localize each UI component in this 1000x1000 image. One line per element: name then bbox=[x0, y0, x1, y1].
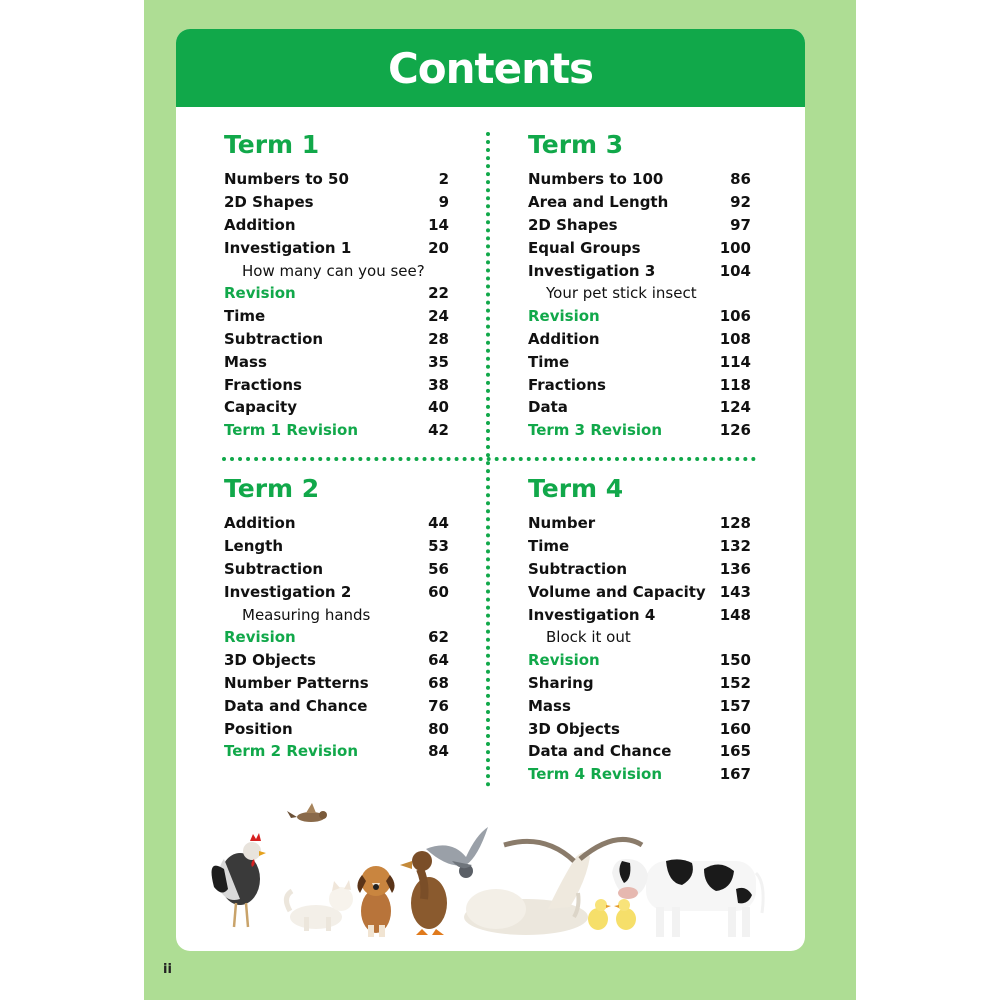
toc-entry-label: Investigation 2 bbox=[224, 582, 352, 601]
toc-entry bbox=[528, 168, 751, 191]
toc-entry bbox=[528, 580, 751, 603]
toc-entry-label: Capacity bbox=[224, 398, 297, 417]
toc-entry-page-number: 53 bbox=[428, 537, 449, 556]
toc-entry bbox=[528, 373, 751, 396]
toc-entry-label: Mass bbox=[528, 696, 571, 715]
toc-entry-page-number: 68 bbox=[428, 673, 449, 692]
toc-entry-page-number: 108 bbox=[719, 329, 751, 348]
toc-entry-page-number: 143 bbox=[719, 582, 751, 601]
toc-entry bbox=[224, 373, 449, 396]
section-title: Term 3 bbox=[528, 130, 624, 159]
toc-entry bbox=[528, 512, 751, 535]
toc-entry-label: 3D Objects bbox=[224, 651, 316, 670]
toc-entry bbox=[224, 236, 449, 259]
toc-entry-label: 2D Shapes bbox=[224, 193, 314, 212]
toc-entry-page-number: 40 bbox=[428, 398, 449, 417]
section-term-2 bbox=[224, 474, 449, 763]
toc-entry-page-number: 86 bbox=[730, 170, 751, 189]
section-term-1 bbox=[224, 130, 449, 442]
section-title: Term 4 bbox=[528, 474, 624, 503]
toc-entry-label: Term 2 Revision bbox=[224, 742, 359, 761]
toc-entry-page-number: 9 bbox=[438, 193, 449, 212]
toc-entry-page-number: 106 bbox=[719, 307, 751, 326]
toc-entry-label: Term 4 Revision bbox=[528, 765, 663, 784]
toc-entry-page-number: 28 bbox=[428, 329, 449, 348]
toc-entry-page-number: 92 bbox=[730, 193, 751, 212]
toc-entry-page-number: 128 bbox=[719, 514, 751, 533]
toc-entry-label: Addition bbox=[224, 514, 296, 533]
toc-entry-label: Investigation 1 bbox=[224, 238, 352, 257]
toc-entry-label: Sharing bbox=[528, 673, 594, 692]
toc-entry-page-number: 152 bbox=[719, 673, 751, 692]
chicks-icon bbox=[588, 899, 636, 930]
toc-entry-label: Fractions bbox=[224, 375, 302, 394]
toc-entry-label: Block it out bbox=[546, 628, 631, 647]
toc-entry bbox=[528, 396, 751, 419]
toc-entry-page-number: 20 bbox=[428, 238, 449, 257]
toc-entry-page-number: 44 bbox=[428, 514, 449, 533]
toc-entry bbox=[224, 535, 449, 558]
kitten-icon bbox=[286, 880, 353, 931]
toc-entry-label: Number bbox=[528, 514, 596, 533]
toc-entry bbox=[224, 305, 449, 328]
toc-entry-label: Time bbox=[224, 307, 266, 326]
toc-entry-label: Fractions bbox=[528, 375, 606, 394]
toc-entry-label: Revision bbox=[224, 284, 296, 303]
pigeon-icon bbox=[426, 827, 488, 878]
toc-entry-page-number: 56 bbox=[428, 559, 449, 578]
toc-entry-revision bbox=[224, 626, 449, 649]
farm-animals-illustration bbox=[176, 799, 805, 939]
toc-entry-label: Number Patterns bbox=[224, 673, 369, 692]
toc-subtitle bbox=[528, 626, 751, 649]
toc-entry-page-number: 84 bbox=[428, 742, 449, 761]
toc-entry-revision bbox=[224, 740, 449, 763]
toc-entry-label: Investigation 4 bbox=[528, 605, 656, 624]
rooster-icon bbox=[212, 833, 266, 927]
toc-entry bbox=[224, 580, 449, 603]
duck-icon bbox=[400, 851, 447, 935]
toc-entry bbox=[224, 168, 449, 191]
toc-entry-page-number: 165 bbox=[719, 742, 751, 761]
toc-entry bbox=[528, 672, 751, 695]
toc-entry-page-number: 35 bbox=[428, 352, 449, 371]
toc-entry-page-number: 124 bbox=[719, 398, 751, 417]
toc-entry-page-number: 114 bbox=[719, 352, 751, 371]
toc-entry-label: Numbers to 100 bbox=[528, 170, 664, 189]
toc-entry-page-number: 167 bbox=[719, 765, 751, 784]
toc-entry-revision bbox=[224, 419, 449, 442]
toc-entry-label: Mass bbox=[224, 352, 267, 371]
section-term-4 bbox=[528, 474, 751, 786]
toc-entry bbox=[224, 717, 449, 740]
toc-entry bbox=[224, 649, 449, 672]
toc-entry-label: Term 1 Revision bbox=[224, 421, 359, 440]
toc-entry bbox=[528, 259, 751, 282]
toc-entry-page-number: 136 bbox=[719, 559, 751, 578]
toc-subtitle bbox=[528, 282, 751, 305]
toc-entry-page-number: 148 bbox=[719, 605, 751, 624]
toc-entry bbox=[528, 214, 751, 237]
toc-entry-label: Position bbox=[224, 719, 293, 738]
toc-entry-revision bbox=[528, 649, 751, 672]
toc-entry-page-number: 157 bbox=[719, 696, 751, 715]
toc-entry-label: Subtraction bbox=[528, 559, 628, 578]
toc-entry-label: Subtraction bbox=[224, 329, 324, 348]
toc-entry-page-number: 132 bbox=[719, 537, 751, 556]
cow-icon bbox=[612, 859, 763, 937]
toc-entry bbox=[224, 558, 449, 581]
section-term-3 bbox=[528, 130, 751, 442]
goat-icon bbox=[464, 839, 642, 935]
toc-entry-label: 3D Objects bbox=[528, 719, 620, 738]
toc-entry-page-number: 104 bbox=[719, 261, 751, 280]
toc-entry bbox=[528, 694, 751, 717]
contents-banner bbox=[176, 29, 805, 107]
toc-entry-page-number: 64 bbox=[428, 651, 449, 670]
toc-entry-page-number: 60 bbox=[428, 582, 449, 601]
toc-entry-revision bbox=[528, 763, 751, 786]
toc-entry-page-number: 118 bbox=[719, 375, 751, 394]
toc-entry bbox=[528, 558, 751, 581]
toc-entry bbox=[224, 328, 449, 351]
toc-entry bbox=[528, 535, 751, 558]
toc-entry-page-number: 126 bbox=[719, 421, 751, 440]
toc-entry-label: Revision bbox=[528, 651, 600, 670]
toc-entry-page-number: 160 bbox=[719, 719, 751, 738]
section-title: Term 2 bbox=[224, 474, 320, 503]
toc-entry-page-number: 2 bbox=[438, 170, 449, 189]
toc-entry-revision bbox=[224, 282, 449, 305]
toc-entry bbox=[224, 191, 449, 214]
toc-entry-label: Length bbox=[224, 537, 283, 556]
toc-entry-page-number: 97 bbox=[730, 215, 751, 234]
toc-entry bbox=[224, 350, 449, 373]
toc-entry-revision bbox=[528, 419, 751, 442]
toc-entry-label: Term 3 Revision bbox=[528, 421, 663, 440]
toc-entry-label: Investigation 3 bbox=[528, 261, 656, 280]
toc-entry-page-number: 14 bbox=[428, 215, 449, 234]
toc-entry-label: Subtraction bbox=[224, 559, 324, 578]
toc-entry-label: Time bbox=[528, 537, 570, 556]
toc-entry bbox=[224, 396, 449, 419]
toc-entry bbox=[224, 512, 449, 535]
toc-entry-page-number: 38 bbox=[428, 375, 449, 394]
toc-entry bbox=[224, 672, 449, 695]
toc-entry-page-number: 24 bbox=[428, 307, 449, 326]
toc-entry-label: How many can you see? bbox=[242, 261, 425, 280]
horizontal-dotted-divider bbox=[222, 457, 756, 461]
toc-entry bbox=[528, 328, 751, 351]
toc-entry-page-number: 22 bbox=[428, 284, 449, 303]
sparrow-icon bbox=[287, 803, 327, 822]
contents-card bbox=[176, 29, 805, 951]
toc-subtitle bbox=[224, 603, 449, 626]
toc-entry-label: Revision bbox=[528, 307, 600, 326]
toc-entry-page-number: 150 bbox=[719, 651, 751, 670]
toc-entry bbox=[528, 191, 751, 214]
toc-entry-label: Time bbox=[528, 352, 570, 371]
toc-entry-label: 2D Shapes bbox=[528, 215, 618, 234]
toc-entry bbox=[528, 236, 751, 259]
toc-entry-label: Your pet stick insect bbox=[546, 284, 697, 303]
toc-entry-label: Data bbox=[528, 398, 568, 417]
toc-entry-label: Numbers to 50 bbox=[224, 170, 349, 189]
toc-entry-page-number: 42 bbox=[428, 421, 449, 440]
toc-entry bbox=[528, 717, 751, 740]
section-title: Term 1 bbox=[224, 130, 320, 159]
toc-entry bbox=[528, 350, 751, 373]
page-title: Contents bbox=[387, 43, 594, 93]
toc-entry-label: Addition bbox=[528, 329, 600, 348]
toc-entry bbox=[224, 214, 449, 237]
toc-subtitle bbox=[224, 259, 449, 282]
toc-entry-label: Data and Chance bbox=[224, 696, 368, 715]
toc-entry-page-number: 100 bbox=[719, 238, 751, 257]
toc-entry bbox=[528, 740, 751, 763]
toc-entry-page-number: 62 bbox=[428, 628, 449, 647]
toc-entry-page-number: 80 bbox=[428, 719, 449, 738]
toc-entry-label: Data and Chance bbox=[528, 742, 672, 761]
puppy-icon bbox=[357, 866, 394, 937]
toc-entry bbox=[528, 603, 751, 626]
toc-entry bbox=[224, 694, 449, 717]
toc-entry-label: Measuring hands bbox=[242, 605, 371, 624]
toc-entry-page-number: 76 bbox=[428, 696, 449, 715]
toc-entry-label: Revision bbox=[224, 628, 296, 647]
toc-entry-label: Equal Groups bbox=[528, 238, 641, 257]
toc-entry-label: Area and Length bbox=[528, 193, 669, 212]
page-number: ii bbox=[163, 962, 172, 977]
toc-entry-label: Volume and Capacity bbox=[528, 582, 706, 601]
toc-entry-label: Addition bbox=[224, 215, 296, 234]
toc-entry-revision bbox=[528, 305, 751, 328]
